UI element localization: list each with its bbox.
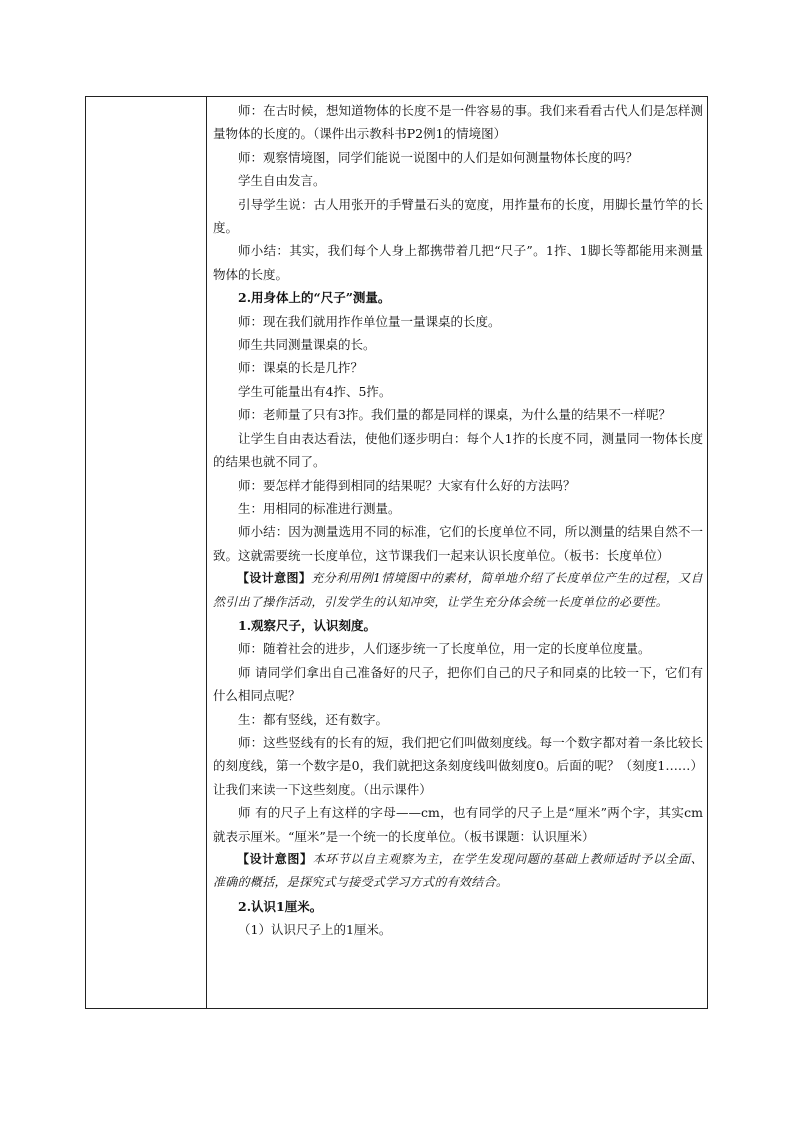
lesson-paragraph: 生：都有竖线，还有数字。 — [238, 711, 389, 727]
lesson-paragraph: 师小结：因为测量选用不同的标准，它们的长度单位不同，所以测量的结果自然不一致。这就需要统一长度单位，这节课我们一起来认识长度单位。（板书：长度单位） — [213, 524, 703, 563]
lesson-content-cell — [213, 99, 703, 942]
section-heading: 1.观察尺子，认识刻度。 — [238, 617, 377, 633]
lesson-paragraph: 学生可能量出有4拃、5拃。 — [238, 383, 392, 399]
lesson-paragraph: 师：要怎样才能得到相同的结果呢？大家有什么好的方法吗？ — [238, 477, 576, 493]
lesson-paragraph: 引导学生说：古人用张开的手臂量石头的宽度，用拃量布的长度，用脚长量竹竿的长度。 — [213, 196, 703, 236]
lesson-paragraph: 师 有的尺子上有这样的字母——cm，也有同学的尺子上是“厘米”两个字，其实cm就表示厘米。“厘米”是一个统一的长度单位。（板书课题：认识厘米） — [213, 805, 703, 844]
lesson-paragraph: 师：随着社会的进步，人们逐步统一了长度单位，用一定的长度单位度量。 — [238, 641, 651, 657]
lesson-paragraph: 师：老师量了只有3拃。我们量的都是同样的课桌，为什么量的结果不一样呢？ — [238, 407, 671, 423]
lesson-paragraph: 师：在古时候，想知道物体的长度不是一件容易的事。我们来看看古代人们是怎样测量物体的长度的。（课件出示教科书P2例1的情境图） — [213, 103, 703, 142]
column-divider — [206, 97, 207, 1008]
design-intent-text: 本环节以自主观察为主，在学生发现问题的基础上教师适时予以全面、准确的概括，是探究式与接受式学习方式的有效结合。 — [213, 852, 703, 890]
lesson-paragraph: 师 请同学们拿出自己准备好的尺子，把你们自己的尺子和同桌的比较一下，它们有什么相同点呢？ — [213, 664, 703, 704]
design-intent-note — [213, 567, 703, 614]
design-intent-note — [213, 848, 703, 895]
lesson-paragraph: 生：用相同的标准进行测量。 — [238, 500, 401, 516]
design-intent-label: 【设计意图】 — [237, 571, 312, 586]
section-heading: 2.用身体上的“尺子”测量。 — [238, 290, 391, 306]
design-intent-text: 充分利用例1情境图中的素材，简单地介绍了长度单位产生的过程，又自然引出了操作活动，引发学生的认知冲突，让学生充分体会统一长度单位的必要性。 — [213, 571, 703, 609]
lesson-paragraph: 学生自由发言。 — [238, 173, 326, 189]
lesson-paragraph: 让学生自由表达看法，使他们逐步明白：每个人1拃的长度不同，测量同一物体长度的结果也就不同了。 — [213, 430, 703, 470]
lesson-paragraph: 师：观察情境图，同学们能说一说图中的人们是如何测量物体长度的吗？ — [238, 149, 639, 165]
table-left-cell — [86, 97, 206, 1008]
lesson-paragraph: 师生共同测量课桌的长。 — [238, 337, 376, 353]
section-heading: 2.认识1厘米。 — [238, 898, 323, 914]
lesson-paragraph: 师：课桌的长是几拃？ — [238, 360, 364, 376]
lesson-paragraph: 师：这些竖线有的长有的短，我们把它们叫做刻度线。每一个数字都对着一条比较长的刻度线，第一个数字是0，我们就把这条刻度线叫做刻度0。后面的呢？（刻度1……）让我们来读一下这些刻度。（出示课件） — [213, 734, 703, 797]
design-intent-label: 【设计意图】 — [237, 852, 313, 866]
lesson-paragraph: （1）认识尺子上的1厘米。 — [238, 922, 392, 938]
lesson-table — [85, 96, 708, 1009]
lesson-paragraph: 师小结：其实，我们每个人身上都携带着几把“尺子”。1拃、1脚长等都能用来测量物体的长度。 — [213, 243, 703, 282]
lesson-paragraph: 师：现在我们就用拃作单位量一量课桌的长度。 — [238, 313, 501, 329]
